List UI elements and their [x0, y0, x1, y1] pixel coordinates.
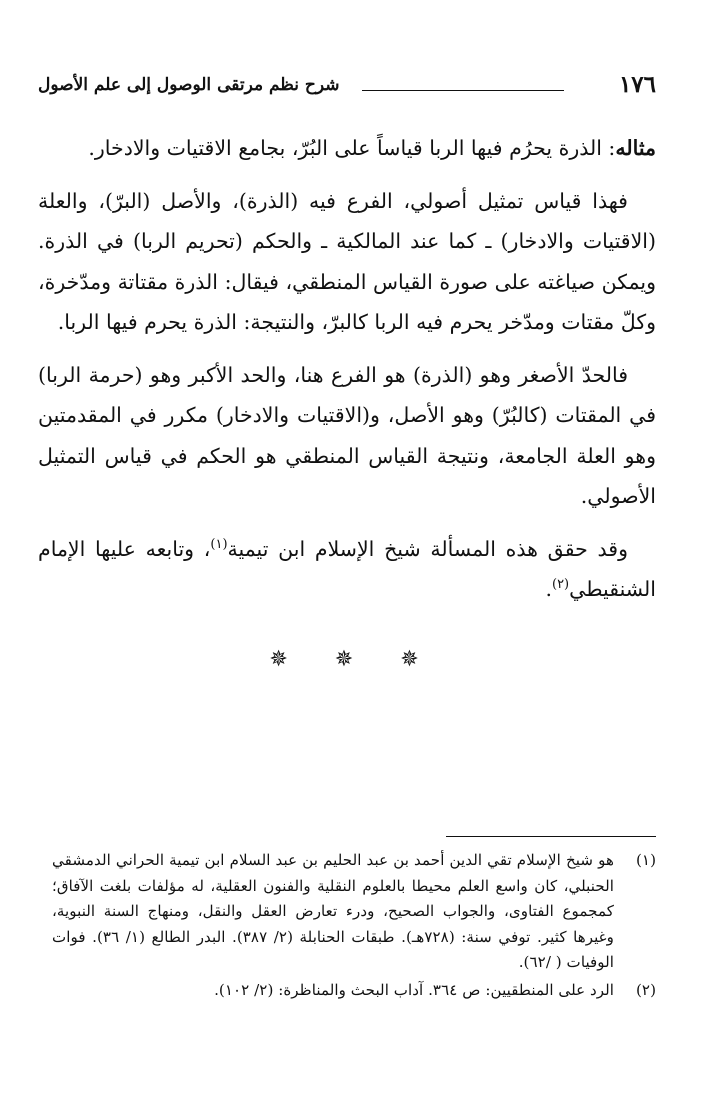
- footnote-1: [52, 848, 656, 976]
- attribution-text-b: ، وتابعه عليها الإمام الشنقيطي: [38, 536, 656, 601]
- example-lead-word: مثاله: [615, 136, 656, 160]
- footnote-number: (٢): [635, 980, 656, 999]
- section-ornament-icon: ✵ ✵ ✵: [269, 647, 439, 672]
- footnote-number: (١): [635, 851, 656, 869]
- footnote-text: هو شيخ الإسلام تقي الدين أحمد بن عبد الحليم بن عبد السلام ابن تيمية الحراني الدمشقي الحنبلي، كان واسع العلم محيطا بالعلوم النقلية والفنون العقلية، له مؤلفات بلغت الآفاق؛ كمجموع الفتاوى، والجواب الصحيح، ودرء تعارض العقل والنقل، ومنهاج السنة النبوية، وغيرها كثير. توفي سنة: (٧٢٨هـ). طبقات الحنابلة (٢/ ٣٨٧). البدر الطالع (١/ ٣٦). فوات الوفيات ( /٦٢).: [52, 851, 614, 971]
- footnote-separator: [446, 836, 656, 837]
- paragraph-analogy: فهذا قياس تمثيل أصولي، الفرع فيه (الذرة)، والأصل (البرّ)، والعلة (الاقتيات والادخار) ـ كما عند المالكية ـ والحكم (تحريم الربا) في الذرة. ويمكن صياغته على صورة القياس المنطقي، فيقال: الذرة مقتاتة ومدّخرة، وكلّ مقتات ومدّخر يحرم فيه الربا كالبرّ، والنتيجة: الذرة يحرم فيها الربا.: [38, 188, 656, 334]
- page-number: ١٧٦: [618, 71, 656, 98]
- paragraph-example: [38, 128, 656, 169]
- main-text: [38, 128, 656, 610]
- attribution-text-c: .: [545, 577, 552, 601]
- paragraph-terms: فالحدّ الأصغر وهو (الذرة) هو الفرع هنا، والحد الأكبر وهو (حرمة الربا) في المقتات (كالبُرّ) وهو الأصل، و(الاقتيات والادخار) مكرر في المقدمتين وهو العلة الجامعة، ونتيجة القياس المنطقي هو الحكم في قياس التمثيل الأصولي.: [38, 362, 656, 508]
- header-rule: [362, 90, 564, 91]
- example-text: : الذرة يحرُم فيها الربا قياساً على البُرّ، بجامع الاقتيات والادخار.: [88, 136, 616, 160]
- footnote-text: الرد على المنطقيين: ص ٣٦٤. آداب البحث والمناظرة: (٢/ ١٠٢).: [214, 980, 614, 999]
- running-title: شرح نظم مرتقى الوصول إلى علم الأصول: [38, 75, 340, 95]
- running-header: [38, 70, 656, 104]
- footnote-2: [52, 978, 656, 1004]
- footnote-ref-1[interactable]: (١): [210, 536, 228, 552]
- footnotes: [52, 848, 656, 1003]
- footnote-ref-2[interactable]: (٢): [551, 577, 570, 593]
- attribution-text-a: وقد حقق هذه المسألة شيخ الإسلام ابن تيمية: [227, 536, 628, 561]
- paragraph-attribution: [38, 529, 656, 610]
